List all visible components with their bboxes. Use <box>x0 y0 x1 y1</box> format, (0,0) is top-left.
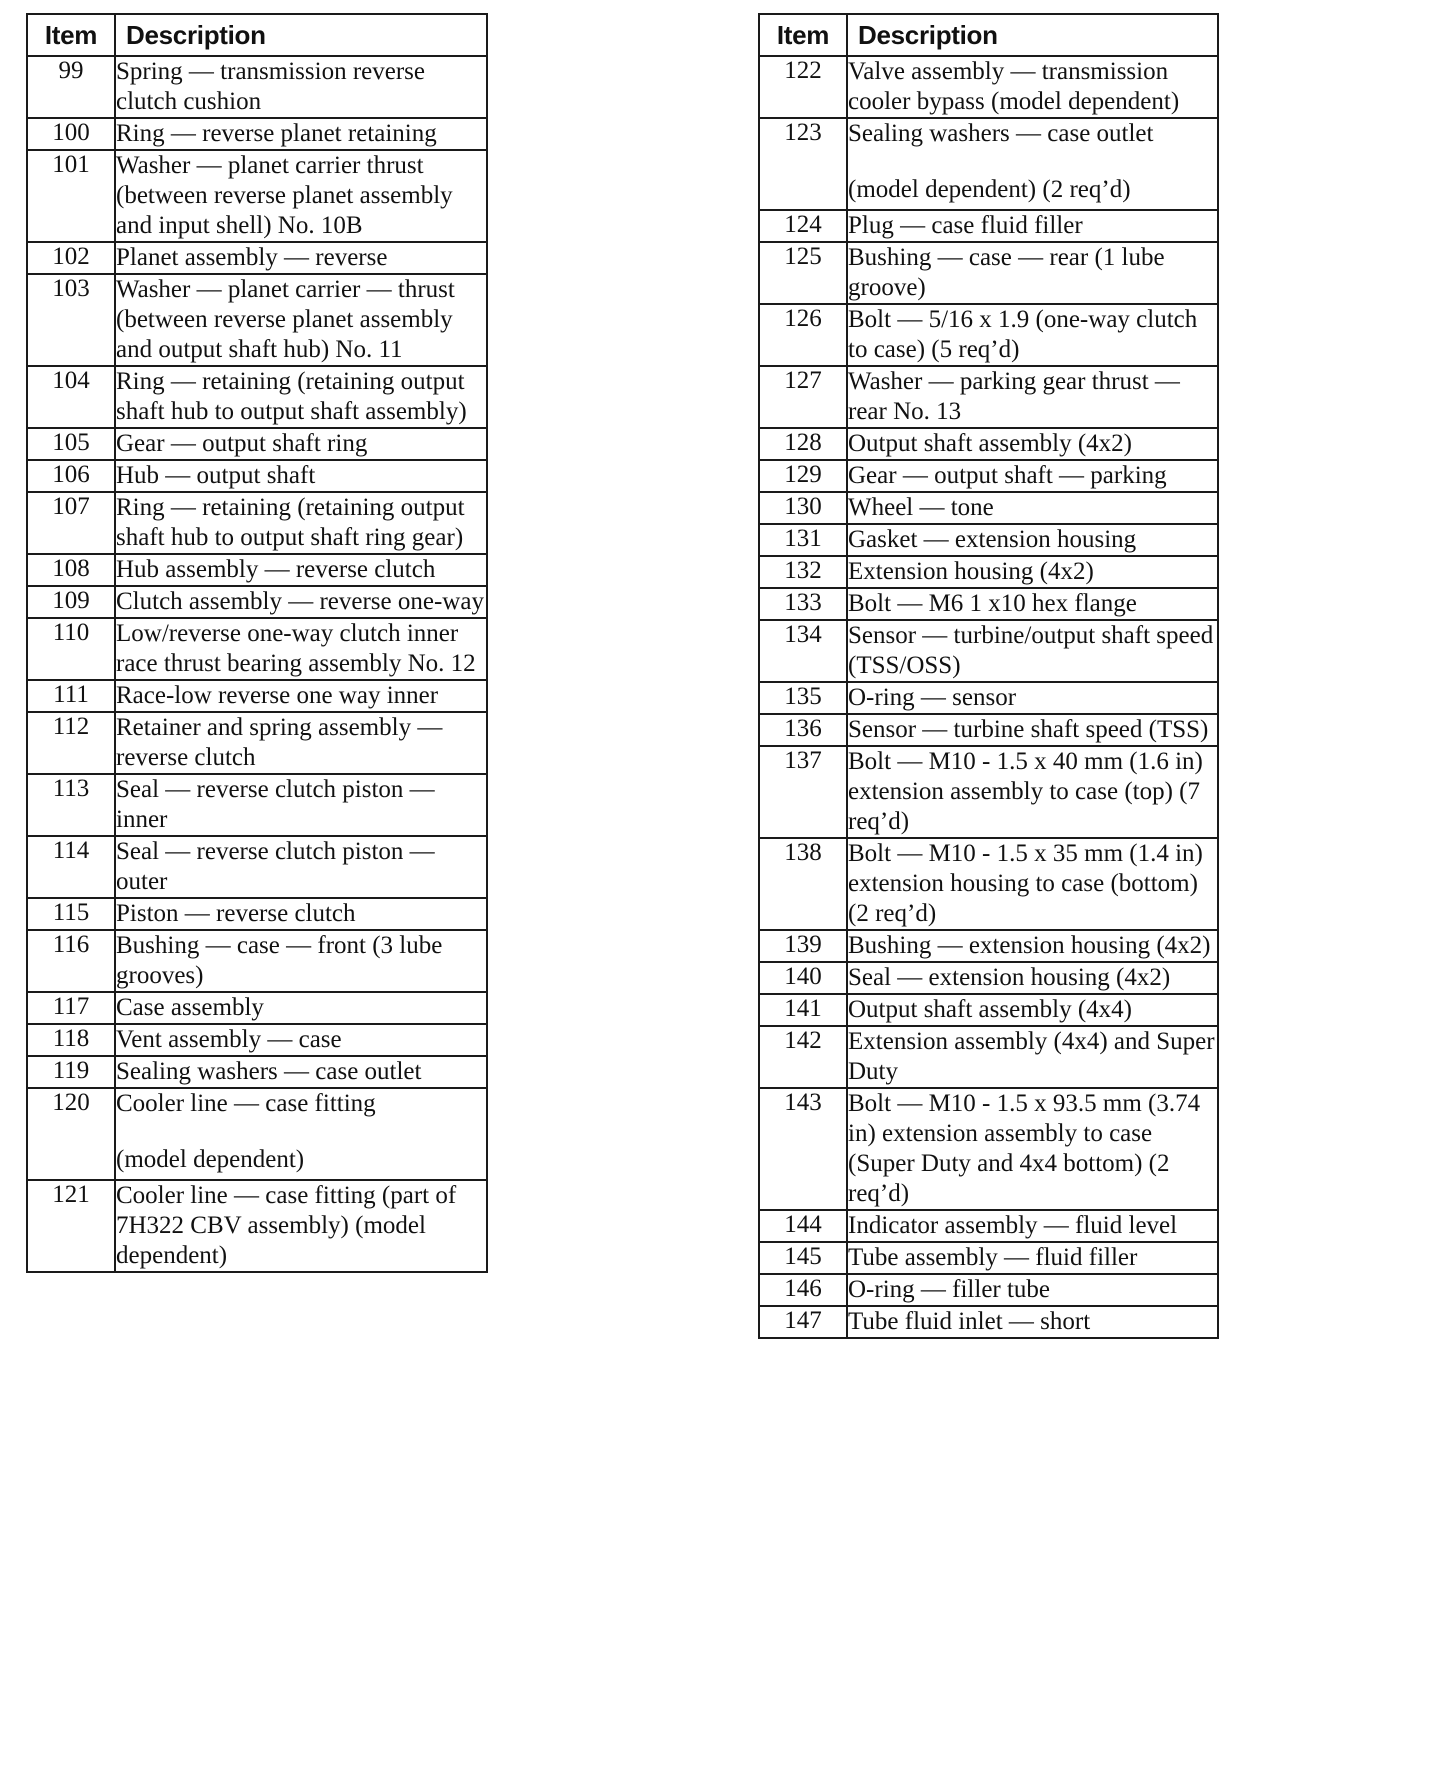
item-description <box>115 274 487 366</box>
table-row <box>759 492 1218 524</box>
item-description <box>847 366 1218 428</box>
item-number: 146 <box>759 1274 847 1306</box>
table-row <box>759 524 1218 556</box>
table-row <box>759 210 1218 242</box>
table-row <box>27 242 487 274</box>
item-number: 116 <box>27 930 115 992</box>
item-number: 127 <box>759 366 847 428</box>
item-number: 145 <box>759 1242 847 1274</box>
table-row <box>759 242 1218 304</box>
item-number: 132 <box>759 556 847 588</box>
item-description <box>847 242 1218 304</box>
description-text: Bolt — 5/16 x 1.9 (one-way clutch to case) (5 req’d) <box>848 306 1198 363</box>
table-row <box>27 1180 487 1272</box>
item-description <box>115 460 487 492</box>
item-number: 113 <box>27 774 115 836</box>
table-row <box>27 712 487 774</box>
item-number: 135 <box>759 682 847 714</box>
item-number: 137 <box>759 746 847 838</box>
item-number: 107 <box>27 492 115 554</box>
item-description <box>847 1274 1218 1306</box>
item-number: 114 <box>27 836 115 898</box>
table-row <box>759 620 1218 682</box>
description-text: Ring — retaining (retaining output shaft hub to output shaft assembly) <box>116 368 467 425</box>
item-number: 119 <box>27 1056 115 1088</box>
table-header-row <box>27 14 487 56</box>
description-text: Tube assembly — fluid filler <box>848 1244 1138 1271</box>
description-text: Planet assembly — reverse <box>116 244 388 271</box>
item-number: 102 <box>27 242 115 274</box>
description-note: (model dependent) <box>116 1146 305 1173</box>
item-description <box>847 210 1218 242</box>
description-text: Clutch assembly — reverse one-way <box>116 588 484 615</box>
item-number: 126 <box>759 304 847 366</box>
description-text: Washer — parking gear thrust — rear No. 13 <box>848 368 1180 425</box>
item-description <box>115 680 487 712</box>
item-description <box>115 150 487 242</box>
table-row <box>759 930 1218 962</box>
description-text: Bolt — M10 - 1.5 x 93.5 mm (3.74 in) extension assembly to case (Super Duty and 4x4 bottom) (2 req’d) <box>848 1090 1201 1207</box>
item-description <box>847 994 1218 1026</box>
table-row <box>759 366 1218 428</box>
item-number: 139 <box>759 930 847 962</box>
item-number: 106 <box>27 460 115 492</box>
table-row <box>759 1242 1218 1274</box>
description-text: Extension housing (4x2) <box>848 558 1094 585</box>
description-text: Tube fluid inlet — short <box>848 1308 1091 1335</box>
item-column-header: Item <box>27 14 115 56</box>
item-description <box>847 428 1218 460</box>
item-description <box>115 774 487 836</box>
table-row <box>27 554 487 586</box>
table-row <box>759 994 1218 1026</box>
description-text: Low/reverse one-way clutch inner race thrust bearing assembly No. 12 <box>116 620 476 677</box>
table-row <box>27 492 487 554</box>
description-text: Sensor — turbine/output shaft speed (TSS/OSS) <box>848 622 1214 679</box>
description-text: Retainer and spring assembly — reverse clutch <box>116 714 443 771</box>
item-number: 118 <box>27 1024 115 1056</box>
item-description <box>115 992 487 1024</box>
item-description <box>847 838 1218 930</box>
item-description <box>115 898 487 930</box>
description-text: O-ring — filler tube <box>848 1276 1051 1303</box>
description-text: Sensor — turbine shaft speed (TSS) <box>848 716 1209 743</box>
item-number: 117 <box>27 992 115 1024</box>
item-description <box>115 836 487 898</box>
description-text: Washer — planet carrier — thrust (between reverse planet assembly and output shaft hub) No. 11 <box>116 276 455 363</box>
table-row <box>759 682 1218 714</box>
description-text: Gear — output shaft — parking <box>848 462 1167 489</box>
item-number: 121 <box>27 1180 115 1272</box>
table-row <box>27 366 487 428</box>
description-text: Ring — retaining (retaining output shaft hub to output shaft ring gear) <box>116 494 465 551</box>
description-text: Plug — case fluid filler <box>848 212 1083 239</box>
description-text: Wheel — tone <box>848 494 994 521</box>
item-description <box>115 118 487 150</box>
table-row <box>27 460 487 492</box>
item-description <box>847 1242 1218 1274</box>
description-text: Hub assembly — reverse clutch <box>116 556 436 583</box>
description-text: Bushing — case — front (3 lube grooves) <box>116 932 443 989</box>
item-number: 110 <box>27 618 115 680</box>
table-row <box>27 150 487 242</box>
table-row <box>27 586 487 618</box>
item-number: 125 <box>759 242 847 304</box>
description-text: Vent assembly — case <box>116 1026 342 1053</box>
item-description <box>847 620 1218 682</box>
item-number: 142 <box>759 1026 847 1088</box>
item-number: 105 <box>27 428 115 460</box>
item-description <box>115 930 487 992</box>
table-row <box>27 56 487 118</box>
item-description <box>115 242 487 274</box>
table-row <box>27 992 487 1024</box>
item-number: 123 <box>759 118 847 210</box>
right-parts-table-wrapper <box>758 13 1219 1339</box>
item-number: 136 <box>759 714 847 746</box>
item-description <box>115 1180 487 1272</box>
table-row <box>759 304 1218 366</box>
table-header-row <box>759 14 1218 56</box>
table-row <box>759 1210 1218 1242</box>
description-text: Seal — reverse clutch piston — inner <box>116 776 435 833</box>
table-row <box>759 838 1218 930</box>
description-text: Washer — planet carrier thrust (between reverse planet assembly and input shell) No. 10B <box>116 152 453 239</box>
item-number: 128 <box>759 428 847 460</box>
item-description <box>115 366 487 428</box>
item-number: 124 <box>759 210 847 242</box>
item-number: 120 <box>27 1088 115 1180</box>
item-description <box>115 554 487 586</box>
description-note: (model dependent) (2 req’d) <box>848 176 1131 203</box>
table-row <box>27 836 487 898</box>
table-row <box>759 56 1218 118</box>
table-row <box>759 1088 1218 1210</box>
table-row <box>27 428 487 460</box>
item-description <box>847 1088 1218 1210</box>
item-description <box>847 588 1218 620</box>
item-description <box>847 714 1218 746</box>
table-row <box>759 1274 1218 1306</box>
item-number: 115 <box>27 898 115 930</box>
item-number: 99 <box>27 56 115 118</box>
item-number: 138 <box>759 838 847 930</box>
table-row <box>27 680 487 712</box>
item-number: 133 <box>759 588 847 620</box>
table-row <box>27 618 487 680</box>
item-number: 141 <box>759 994 847 1026</box>
item-description <box>847 56 1218 118</box>
description-text: Cooler line — case fitting (part of 7H322 CBV assembly) (model dependent) <box>116 1182 457 1269</box>
left-parts-table <box>26 13 488 1273</box>
item-number: 147 <box>759 1306 847 1338</box>
description-text: Valve assembly — transmission cooler bypass (model dependent) <box>848 58 1180 115</box>
right-table-body <box>759 56 1218 1338</box>
item-number: 112 <box>27 712 115 774</box>
table-row <box>759 588 1218 620</box>
description-text: Bushing — extension housing (4x2) <box>848 932 1211 959</box>
item-description <box>115 586 487 618</box>
table-row <box>27 1056 487 1088</box>
table-row <box>27 274 487 366</box>
description-text: Hub — output shaft <box>116 462 316 489</box>
item-description <box>847 524 1218 556</box>
left-table-body <box>27 56 487 1272</box>
table-row <box>759 428 1218 460</box>
item-number: 140 <box>759 962 847 994</box>
item-description <box>847 930 1218 962</box>
item-number: 122 <box>759 56 847 118</box>
left-parts-table-wrapper <box>26 13 488 1273</box>
item-number: 130 <box>759 492 847 524</box>
description-text: Bolt — M6 1 x10 hex flange <box>848 590 1137 617</box>
item-number: 144 <box>759 1210 847 1242</box>
item-description <box>847 1026 1218 1088</box>
description-text: O-ring — sensor <box>848 684 1017 711</box>
item-number: 129 <box>759 460 847 492</box>
table-row <box>27 1024 487 1056</box>
description-text: Output shaft assembly (4x4) <box>848 996 1132 1023</box>
table-row <box>759 962 1218 994</box>
item-number: 111 <box>27 680 115 712</box>
item-number: 108 <box>27 554 115 586</box>
description-text: Bolt — M10 - 1.5 x 40 mm (1.6 in) extension assembly to case (top) (7 req’d) <box>848 748 1203 835</box>
item-number: 104 <box>27 366 115 428</box>
description-text: Case assembly <box>116 994 264 1021</box>
right-parts-table <box>758 13 1219 1339</box>
table-row <box>759 118 1218 210</box>
item-number: 100 <box>27 118 115 150</box>
description-text: Extension assembly (4x4) and Super Duty <box>848 1028 1215 1085</box>
item-description <box>115 618 487 680</box>
description-text: Piston — reverse clutch <box>116 900 356 927</box>
table-row <box>27 774 487 836</box>
item-description <box>847 556 1218 588</box>
description-text: Gasket — extension housing <box>848 526 1137 553</box>
item-description <box>115 1088 487 1180</box>
item-description <box>115 428 487 460</box>
item-description <box>115 492 487 554</box>
item-description <box>115 1056 487 1088</box>
item-description <box>847 118 1218 210</box>
item-description <box>115 1024 487 1056</box>
item-description <box>847 746 1218 838</box>
table-row <box>759 1026 1218 1088</box>
item-number: 134 <box>759 620 847 682</box>
item-description <box>115 56 487 118</box>
description-text: Race-low reverse one way inner <box>116 682 439 709</box>
item-description <box>847 1210 1218 1242</box>
item-description <box>115 712 487 774</box>
table-row <box>759 746 1218 838</box>
table-row <box>27 118 487 150</box>
description-text: Sealing washers — case outlet <box>116 1058 422 1085</box>
description-text: Output shaft assembly (4x2) <box>848 430 1132 457</box>
description-text: Seal — extension housing (4x2) <box>848 964 1171 991</box>
item-column-header: Item <box>759 14 847 56</box>
item-number: 143 <box>759 1088 847 1210</box>
description-column-header: Description <box>115 14 487 56</box>
item-number: 109 <box>27 586 115 618</box>
item-description <box>847 962 1218 994</box>
item-number: 131 <box>759 524 847 556</box>
table-row <box>759 460 1218 492</box>
table-row <box>27 898 487 930</box>
table-row <box>27 930 487 992</box>
table-row <box>759 1306 1218 1338</box>
description-text: Ring — reverse planet retaining <box>116 120 437 147</box>
item-description <box>847 1306 1218 1338</box>
description-text: Gear — output shaft ring <box>116 430 368 457</box>
table-row <box>759 714 1218 746</box>
table-row <box>27 1088 487 1180</box>
item-description <box>847 492 1218 524</box>
item-description <box>847 460 1218 492</box>
description-text: Bushing — case — rear (1 lube groove) <box>848 244 1165 301</box>
item-number: 103 <box>27 274 115 366</box>
description-text: Spring — transmission reverse clutch cushion <box>116 58 425 115</box>
description-text: Sealing washers — case outlet <box>848 120 1154 147</box>
description-text: Bolt — M10 - 1.5 x 35 mm (1.4 in) extension housing to case (bottom) (2 req’d) <box>848 840 1203 927</box>
description-text: Cooler line — case fitting <box>116 1090 376 1117</box>
description-column-header: Description <box>847 14 1218 56</box>
item-description <box>847 304 1218 366</box>
description-text: Seal — reverse clutch piston — outer <box>116 838 435 895</box>
item-number: 101 <box>27 150 115 242</box>
table-row <box>759 556 1218 588</box>
description-text: Indicator assembly — fluid level <box>848 1212 1178 1239</box>
item-description <box>847 682 1218 714</box>
